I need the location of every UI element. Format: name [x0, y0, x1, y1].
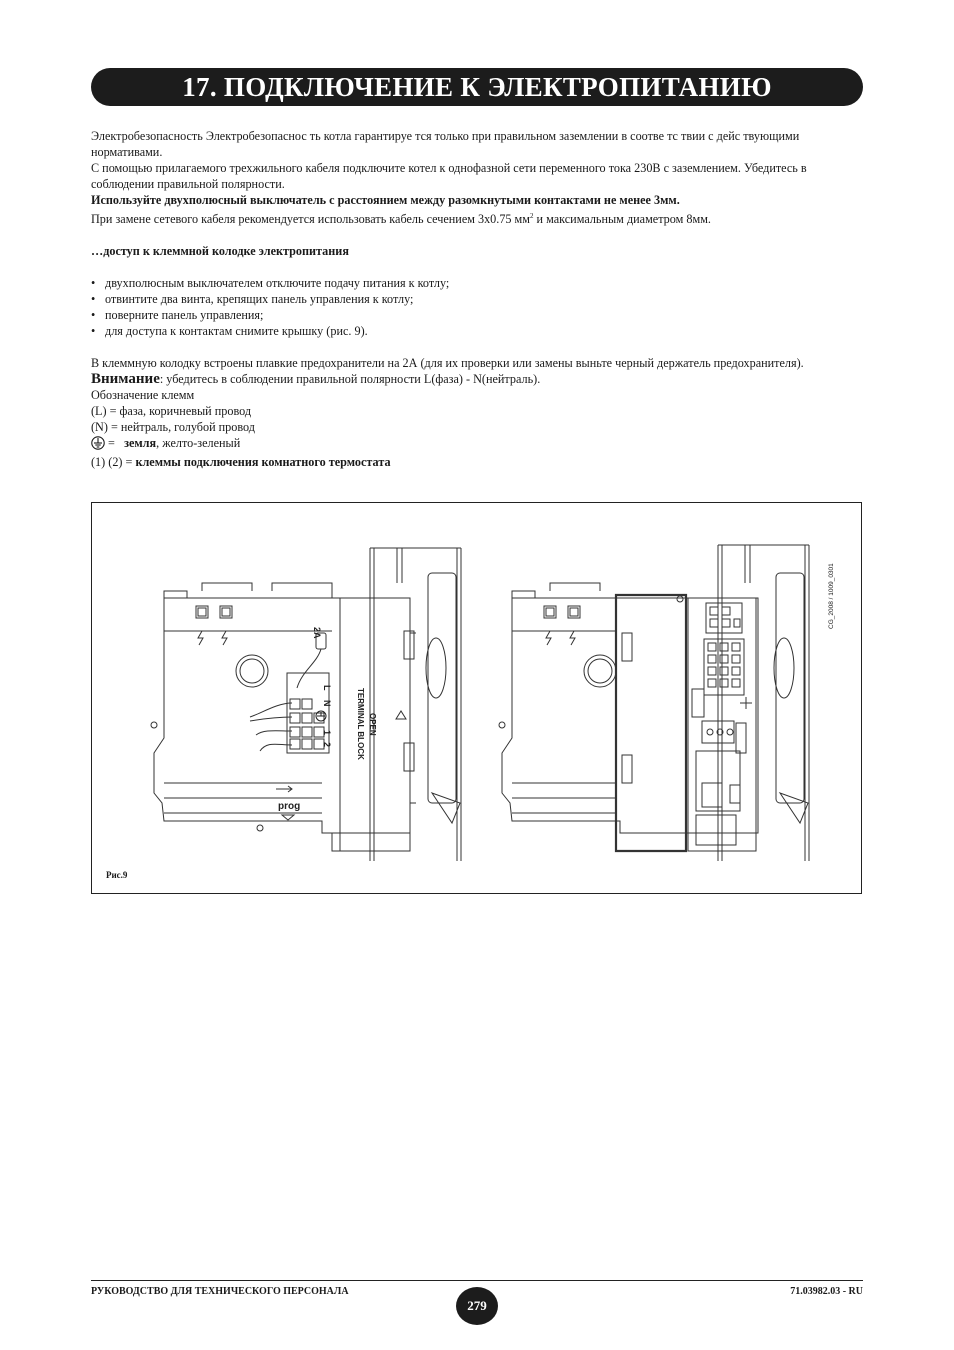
legend-earth — [91, 435, 863, 454]
access-steps-list — [91, 275, 863, 339]
earth-symbol-in-figure — [316, 711, 326, 721]
legend-earth-bold: земля — [124, 436, 157, 451]
bipolar-switch-warning: Используйте двухполюсный выключатель с расстоянием между разомкнутыми контактами не менее 3мм. — [91, 193, 680, 207]
legend-thermostat — [91, 454, 863, 470]
intro-paragraph-4 — [91, 208, 863, 227]
list-item: • двухполюсным выключателем отключите подачу питания к котлу; — [91, 275, 863, 291]
legend-title: Обозначение клемм — [91, 388, 195, 403]
legend-thermo-prefix: (1) (2) = — [91, 455, 136, 470]
list-item: • для доступа к контактам снимите крышку (рис. 9). — [91, 323, 863, 339]
fuse-label: 2A — [312, 627, 322, 639]
terminal-l-label: L — [322, 685, 332, 691]
attention-paragraph — [91, 371, 863, 387]
cable-spec-text: При замене сетевого кабеля рекомендуется использовать кабель сечением 3х0.75 мм — [91, 212, 530, 227]
access-heading-text: …доступ к клеммной колодке электропитания — [91, 244, 349, 259]
main-content — [91, 128, 863, 470]
list-item: • поверните панель управления; — [91, 307, 863, 323]
section-title-bar — [91, 68, 863, 106]
open-label: OPEN — [368, 713, 377, 736]
attention-text: : убедитесь в соблюдении правильной полярности L(фаза) - N(нейтраль). — [159, 372, 541, 387]
left-boiler-panel-drawing — [151, 548, 461, 861]
cable-spec-text-end: и максимальным диаметром 8мм. — [533, 212, 711, 227]
attention-word: Внимание — [91, 371, 160, 388]
figure-9-illustration — [92, 503, 863, 895]
legend-phase: (L) = фаза, коричневый провод — [91, 404, 252, 419]
legend-earth-eq: = — [105, 436, 125, 451]
legend-thermo-bold: клеммы подключения комнатного термостата — [135, 455, 391, 470]
list-item: • отвинтите два винта, крепящих панель управления к котлу; — [91, 291, 863, 307]
legend-neutral: (N) = нейтраль, голубой провод — [91, 420, 255, 435]
page-number: 279 — [456, 1287, 498, 1325]
footer-document-code: 71.03982.03 - RU — [790, 1286, 863, 1297]
right-boiler-panel-drawing-open — [499, 545, 809, 861]
terminal-n-label: N — [322, 700, 332, 707]
intro-paragraph-2: С помощью прилагаемого трехжильного кабеля подключите котел к однофазной сети переменного тока 230В с заземлением. Убедитесь в соблюдении правильной полярности. — [91, 161, 807, 191]
terminal-1-label: 1 — [322, 730, 332, 736]
legend-earth-rest: , желто-зеленый — [156, 436, 241, 451]
terminal-2-label: 2 — [322, 742, 332, 748]
figure-9 — [91, 502, 862, 894]
intro-paragraph-1: Электробезопасность Электробезопаснос ть котла гарантируе тся только при правильном заземлении в соотве тс твии с дейс твующими нормативами. — [91, 129, 800, 159]
figure-caption: Рис.9 — [106, 870, 128, 880]
footer-manual-title: РУКОВОДСТВО ДЛЯ ТЕХНИЧЕСКОГО ПЕРСОНАЛА — [91, 1286, 349, 1297]
earth-icon — [91, 436, 105, 454]
fuses-paragraph: В клеммную колодку встроены плавкие предохранители на 2А (для их проверки или замены выньте черный держатель предохранителя). — [91, 356, 804, 371]
page-title: 17. ПОДКЛЮЧЕНИЕ К ЭЛЕКТРОПИТАНИЮ — [182, 71, 772, 102]
figure-reference-code: CG_2008 / 1009_0301 — [828, 563, 835, 629]
prog-label: prog — [278, 801, 301, 812]
cable-spec-sup: 2 — [529, 212, 534, 220]
intro-paragraph-3 — [91, 192, 863, 208]
footer-divider — [91, 1280, 863, 1281]
terminal-block-label: TERMINAL BLOCK — [356, 688, 365, 760]
access-heading — [91, 243, 863, 259]
